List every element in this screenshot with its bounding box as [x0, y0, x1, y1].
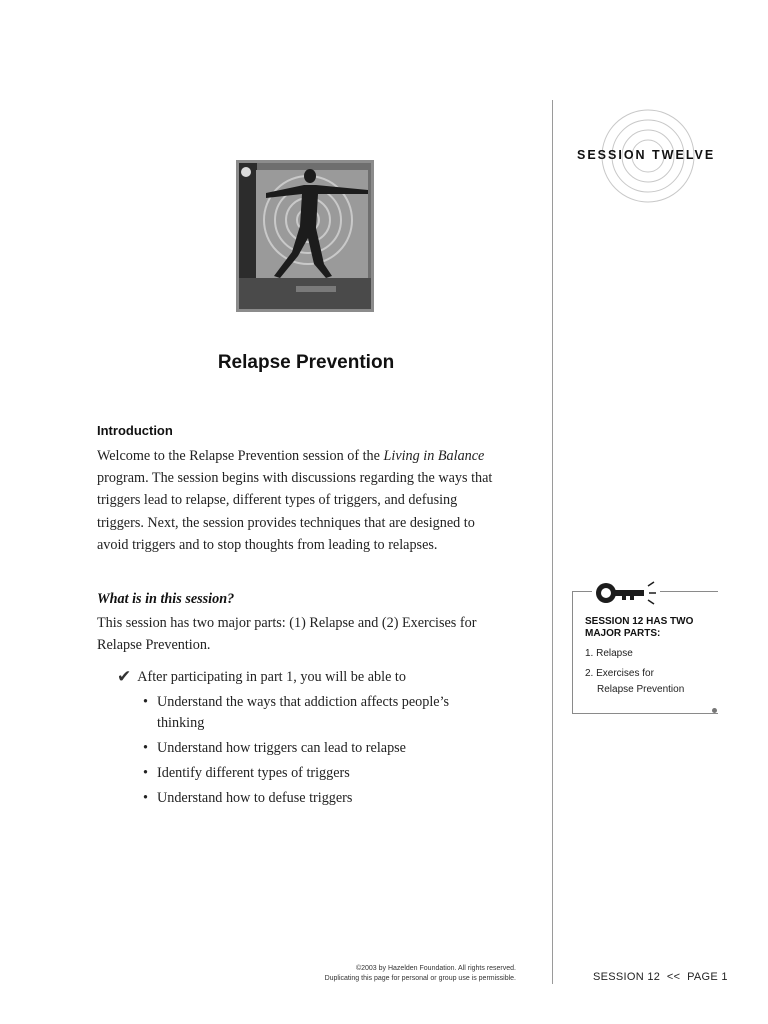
- introduction-heading: Introduction: [97, 423, 173, 438]
- intro-text-end: program. The session begins with discussions regarding the ways that triggers lead to relapse, different types of triggers, and defusing triggers. Next, the session provides techniques that are designed to avoid triggers and to stop thoughts from leading to relapses.: [97, 470, 493, 553]
- page-title: Relapse Prevention: [217, 352, 395, 373]
- check-mark-icon: ✔: [117, 667, 132, 687]
- session-heading: SESSION TWELVE: [577, 148, 716, 162]
- copyright-line: Duplicating this page for personal or group use is permissible.: [324, 975, 516, 982]
- list-item: • Understand the ways that addiction affects people’s thinking: [143, 692, 473, 734]
- session-contents-paragraph: This session has two major parts: (1) Relapse and (2) Exercises for Relapse Prevention.: [97, 615, 477, 653]
- copyright-line: ©2003 by Hazelden Foundation. All rights reserved.: [355, 965, 516, 972]
- list-item: • Identify different types of triggers: [143, 763, 473, 784]
- introduction-paragraph: [97, 445, 502, 556]
- sidebar-heading: SESSION 12 HAS TWO MAJOR PARTS:: [585, 616, 694, 639]
- sidebar-item-exercises-cont: Relapse Prevention: [597, 684, 685, 695]
- program-name: Living in Balance: [383, 448, 485, 464]
- list-item: • Understand how triggers can lead to relapse: [143, 738, 473, 759]
- list-item: • Understand how to defuse triggers: [143, 788, 473, 809]
- key-icon: [592, 576, 660, 608]
- intro-text-start: Welcome to the Relapse Prevention session of the: [97, 448, 384, 464]
- sidebar-item-exercises: 2. Exercises for: [585, 668, 654, 679]
- page-number: SESSION 12 << PAGE 1: [593, 971, 728, 983]
- column-divider: [552, 100, 553, 984]
- outcomes-intro-text: After participating in part 1, you will be able to: [137, 668, 406, 685]
- sidebar-item-relapse: 1. Relapse: [585, 648, 633, 659]
- sidebar-dot: [712, 708, 717, 713]
- cover-illustration: [236, 160, 374, 312]
- session-contents-heading: What is in this session?: [97, 591, 235, 607]
- copyright-notice: [296, 964, 516, 984]
- outcomes-list: [143, 692, 473, 813]
- outcomes-intro: [117, 667, 406, 687]
